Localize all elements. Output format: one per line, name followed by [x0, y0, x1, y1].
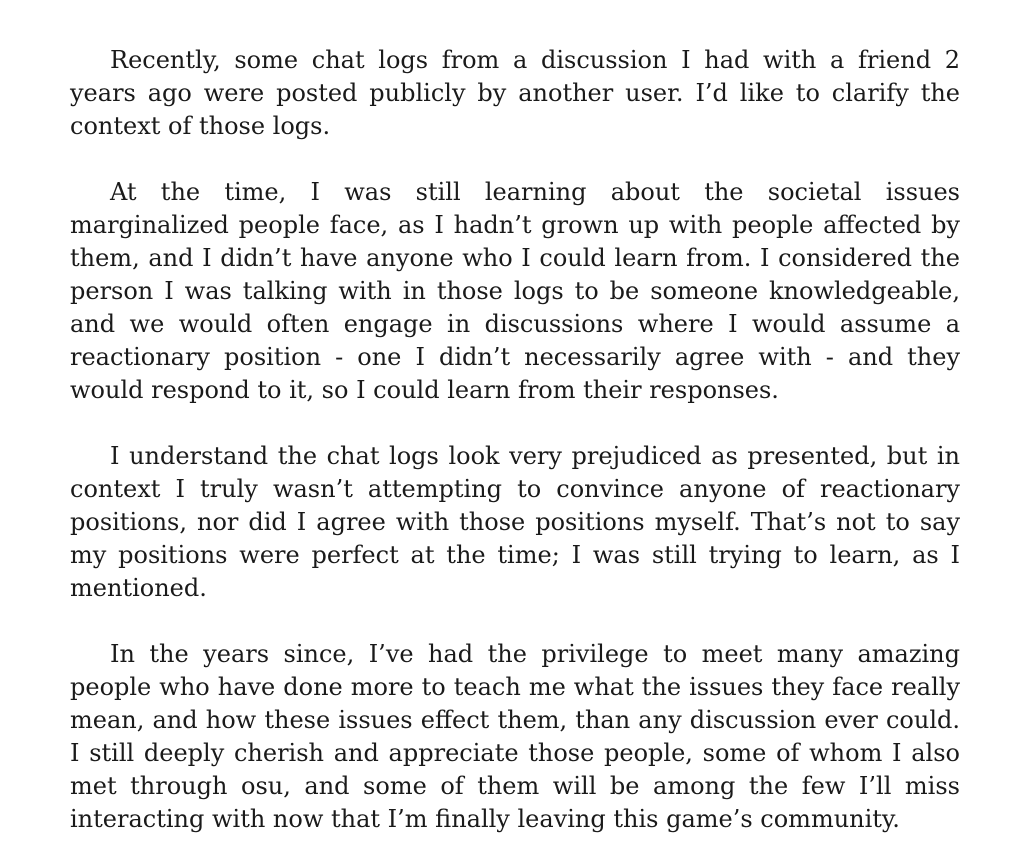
- paragraph-background: At the time, I was still learning about the societal issues marginalized people face, as I hadn’t grown up with people affected by them, and I didn’t have anyone who I could learn from. I considered the person I was talking with in those logs to be someone knowledgeable, and we would often engage in discussions where I would assume a reactionary position - one I didn’t necessarily agree with - and they would respond to it, so I could learn from their responses.: [70, 178, 960, 404]
- statement-document: [70, 44, 960, 836]
- paragraph-context: Recently, some chat logs from a discussion I had with a friend 2 years ago were posted publicly by another user. I’d like to clarify the context of those logs.: [70, 46, 960, 140]
- paragraph-clarification: I understand the chat logs look very prejudiced as presented, but in context I truly wasn’t attempting to convince anyone of reactionary positions, nor did I agree with those positions myself. That’s not to say my positions were perfect at the time; I was still trying to learn, as I mentioned.: [70, 442, 960, 602]
- paragraph-reflection: In the years since, I’ve had the privilege to meet many amazing people who have done more to teach me what the issues they face really mean, and how these issues effect them, than any discussion ever could. I still deeply cherish and appreciate those people, some of whom I also met through osu, and some of them will be among the few I’ll miss interacting with now that I’m finally leaving this game’s community.: [70, 640, 960, 833]
